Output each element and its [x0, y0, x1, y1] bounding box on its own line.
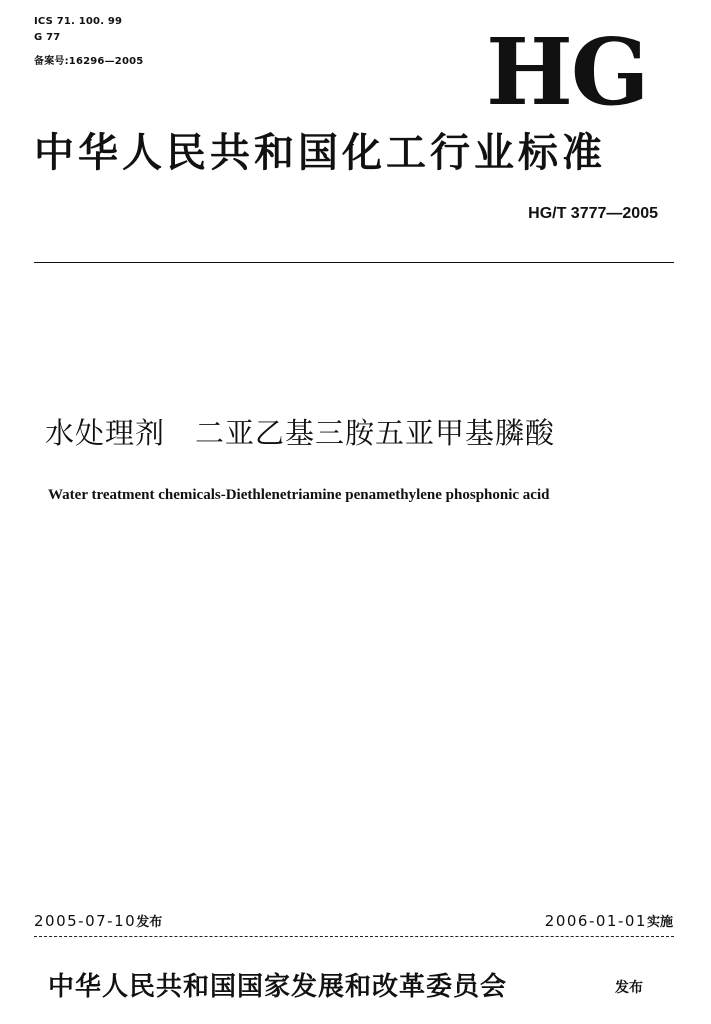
- document-title-en: Water treatment chemicals-Diethlenetriamine penamethylene phosphonic acid: [48, 487, 550, 503]
- publish-label: 发布: [615, 980, 643, 996]
- publisher-name: 中华人民共和国国家发展和改革委员会: [48, 972, 508, 1002]
- standard-category-title: 中华人民共和国化工行业标准: [34, 129, 606, 176]
- ics-code: ICS 71. 100. 99: [34, 16, 123, 27]
- release-date-value: 2005-07-10: [34, 912, 137, 930]
- header-divider: [34, 262, 674, 263]
- release-date: [34, 911, 162, 933]
- standard-number: HG/T 3777—2005: [528, 205, 658, 222]
- effective-date: [545, 911, 673, 933]
- document-title-cn: 水处理剂 二亚乙基三胺五亚甲基膦酸: [45, 416, 556, 450]
- footer-divider: [34, 936, 674, 937]
- release-date-suffix: 发布: [136, 915, 163, 930]
- effective-date-value: 2006-01-01: [544, 912, 647, 930]
- hg-logo: HG: [486, 18, 648, 126]
- effective-date-suffix: 实施: [646, 915, 673, 930]
- record-number: 备案号:16296—2005: [34, 56, 144, 67]
- ccs-code: G 77: [34, 32, 61, 43]
